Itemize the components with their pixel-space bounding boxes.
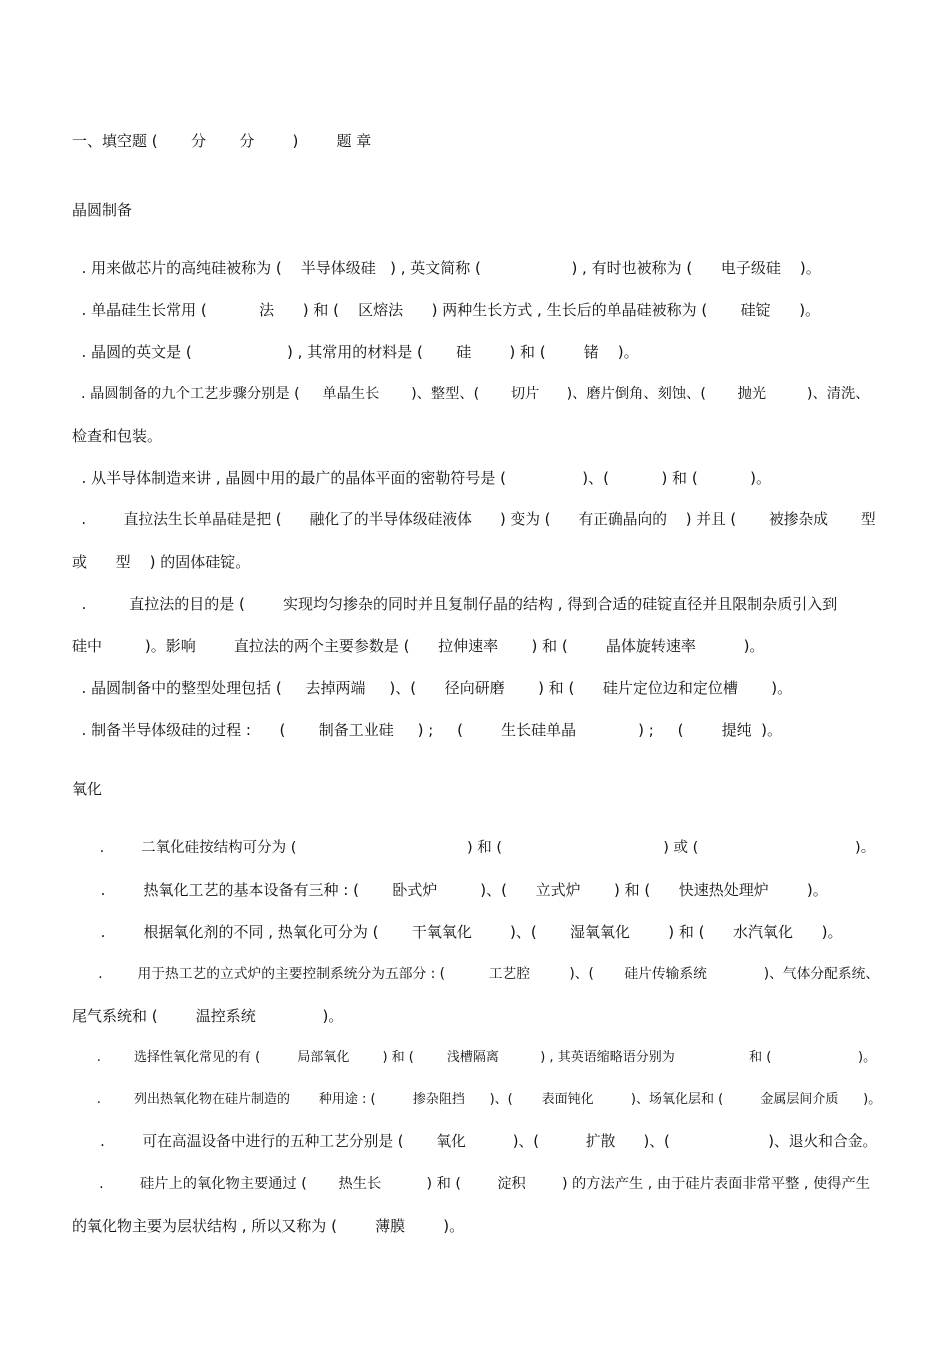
question-line: . 从半导体制造来讲 , 晶圆中用的最广的晶体平面的密勒符号是 ( )、( ) 和 ( )。 [72, 469, 771, 487]
question-line: . 直拉法的目的是 ( 实现均匀掺杂的同时并且复制仔晶的结构 , 得到合适的硅锭直径并且限制杂质引入到 [72, 595, 838, 613]
question-line: 尾气系统和 ( 温控系统 )。 [72, 1007, 344, 1025]
heading-oxidation: 氧化 [72, 780, 103, 798]
question-line: . 选择性氧化常见的有 ( 局部氧化 ) 和 ( 浅槽隔离 ) , 其英语缩略语分别为 和 ( )。 [72, 1050, 877, 1065]
question-line: . 硅片上的氧化物主要通过 ( 热生长 ) 和 ( 淀积 ) 的方法产生 , 由于硅片表面非常平整 , 使得产生 [72, 1176, 870, 1192]
question-line: . 晶圆制备中的整型处理包括 ( 去掉两端 )、( 径向研磨 ) 和 ( 硅片定位边和定位槽 )。 [72, 679, 793, 697]
question-line: . 热氧化工艺的基本设备有三种 : ( 卧式炉 )、( 立式炉 ) 和 ( 快速热处理炉 )。 [72, 881, 828, 899]
question-line: . 制备半导体级硅的过程 : ( 制备工业硅 ) ; ( 生长硅单晶 ) ; ( 提纯 )。 [72, 721, 782, 739]
question-line: . 直拉法生长单晶硅是把 ( 融化了的半导体级硅液体 ) 变为 ( 有正确晶向的 ) 并且 ( 被掺杂成 型 [72, 511, 876, 528]
question-line: . 用于热工艺的立式炉的主要控制系统分为五部分 : ( 工艺腔 )、( 硅片传输系统 )、气体分配系统、 [72, 966, 880, 982]
question-line: 或 型 ) 的固体硅锭。 [72, 553, 251, 571]
question-line: . 根据氧化剂的不同 , 热氧化可分为 ( 干氧氧化 )、( 湿氧氧化 ) 和 ( 水汽氧化 )。 [72, 923, 843, 941]
question-line: . 列出热氧化物在硅片制造的 种用途 : ( 掺杂阻挡 )、( 表面钝化 )、场氧化层和 ( 金属层间介质 )。 [72, 1092, 882, 1107]
section-title: 一、填空题 ( 分 分 ) 题 章 [72, 132, 372, 150]
question-line: . 可在高温设备中进行的五种工艺分别是 ( 氧化 )、( 扩散 )、( )、退火和合金。 [72, 1133, 878, 1150]
question-line: . 晶圆制备的九个工艺步骤分别是 ( 单晶生长 )、整型、( 切片 )、磨片倒角、刻蚀、( 抛光 )、清洗、 [72, 386, 870, 402]
question-line: 硅中 )。影响 直拉法的两个主要参数是 ( 拉伸速率 ) 和 ( 晶体旋转速率 )。 [72, 637, 765, 655]
question-line: . 用来做芯片的高纯硅被称为 ( 半导体级硅 ) , 英文简称 ( ) , 有时也被称为 ( 电子级硅 )。 [72, 259, 821, 277]
question-line: . 单晶硅生长常用 ( 法 ) 和 ( 区熔法 ) 两种生长方式 , 生长后的单晶硅被称为 ( 硅锭 )。 [72, 301, 821, 319]
question-line: . 二氧化硅按结构可分为 ( ) 和 ( ) 或 ( )。 [72, 840, 876, 856]
question-line: 检查和包装。 [72, 427, 163, 445]
heading-wafer-preparation: 晶圆制备 [72, 201, 133, 219]
question-line: . 晶圆的英文是 ( ) , 其常用的材料是 ( 硅 ) 和 ( 锗 )。 [72, 343, 639, 361]
question-line: 的氧化物主要为层状结构 , 所以又称为 ( 薄膜 )。 [72, 1217, 465, 1235]
